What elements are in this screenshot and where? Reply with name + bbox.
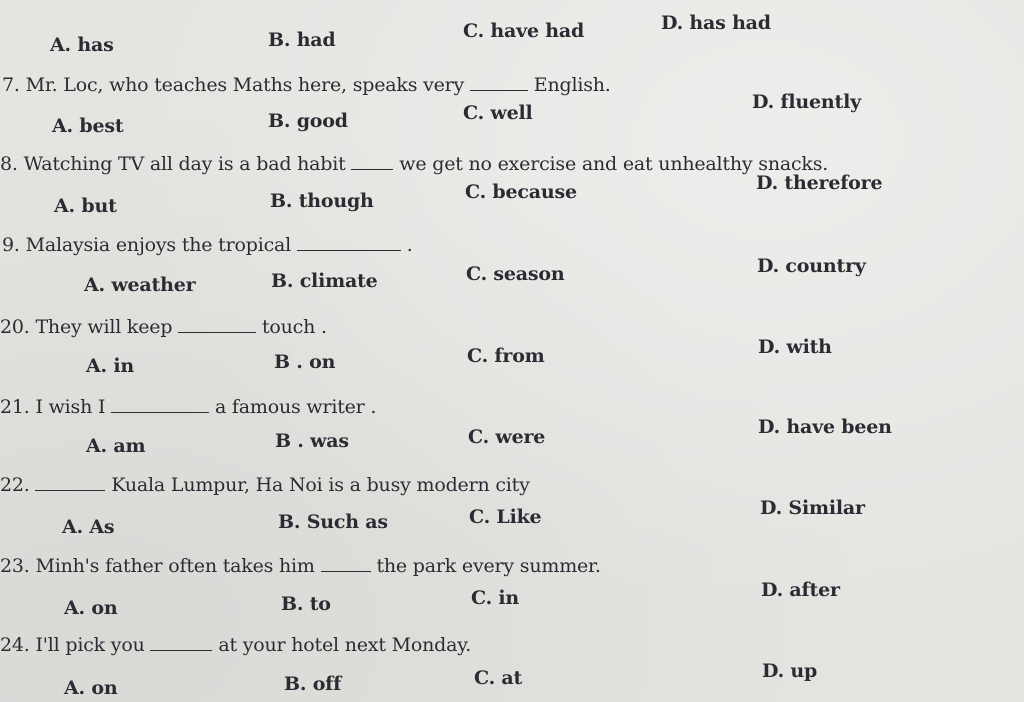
answer-blank: [321, 553, 371, 572]
option-b: B. had: [268, 29, 336, 51]
question-22-option-b: B. Such as: [278, 511, 388, 533]
option-a: A. has: [50, 34, 114, 56]
question-21-stem: 21. I wish I: [0, 396, 106, 418]
answer-blank: [150, 632, 212, 651]
question-23-option-d: D. after: [761, 579, 840, 601]
question-7-stem: 7. Mr. Loc, who teaches Maths here, speaks very: [2, 74, 465, 96]
question-9-option-d: D. country: [757, 255, 866, 277]
option-c: C. have had: [463, 20, 585, 42]
question-8-option-d: D. therefore: [756, 172, 883, 194]
answer-blank: [297, 232, 401, 251]
question-24-option-d: D. up: [762, 660, 818, 682]
question-22-tail: Kuala Lumpur, Ha Noi is a busy modern city: [111, 474, 530, 496]
question-20-option-d: D. with: [758, 336, 832, 358]
question-24-option-c: C. at: [474, 667, 523, 689]
question-8-option-c: C. because: [465, 181, 577, 203]
question-22-stem: 22.: [0, 474, 30, 496]
question-8-tail: we get no exercise and eat unhealthy snacks.: [399, 153, 829, 175]
question-20-stem: 20. They will keep: [0, 316, 173, 338]
question-9-option-b: B. climate: [271, 270, 378, 292]
question-21-tail: a famous writer .: [214, 396, 377, 418]
answer-blank: [351, 151, 393, 170]
question-23-tail: the park every summer.: [376, 555, 601, 577]
question-23-option-a: A. on: [64, 597, 118, 619]
question-7-option-a: A. best: [52, 115, 124, 137]
question-8-option-b: B. though: [270, 190, 374, 212]
question-20: [0, 314, 327, 339]
question-24-stem: 24. I'll pick you: [0, 634, 145, 656]
question-20-option-c: C. from: [467, 345, 545, 367]
answer-blank: [111, 394, 209, 413]
answer-blank: [35, 472, 105, 491]
question-7-option-d: D. fluently: [752, 91, 861, 113]
question-7-tail: English.: [533, 74, 611, 96]
question-20-option-b: B . on: [274, 351, 336, 373]
question-22-option-a: A. As: [62, 516, 115, 538]
question-24: [0, 632, 471, 657]
question-24-option-a: A. on: [64, 677, 118, 699]
question-21-option-a: A. am: [86, 435, 146, 457]
question-20-tail: touch .: [261, 316, 327, 338]
question-21: [0, 394, 376, 419]
question-9-option-a: A. weather: [84, 274, 196, 296]
answer-blank: [470, 72, 528, 91]
question-7-option-c: C. well: [463, 102, 533, 124]
question-24-tail: at your hotel next Monday.: [218, 634, 472, 656]
question-22-option-c: C. Like: [469, 506, 542, 528]
question-21-option-d: D. have been: [758, 416, 892, 438]
question-21-option-b: B . was: [275, 430, 349, 452]
answer-blank: [178, 314, 256, 333]
question-8: [0, 151, 828, 176]
question-20-option-a: A. in: [86, 355, 135, 377]
question-23-option-c: C. in: [471, 587, 520, 609]
question-9-stem: 9. Malaysia enjoys the tropical: [2, 234, 292, 256]
question-8-stem: 8. Watching TV all day is a bad habit: [0, 153, 346, 175]
question-8-option-a: A. but: [54, 195, 117, 217]
question-9: [2, 232, 413, 257]
question-22: [0, 472, 530, 497]
question-7-option-b: B. good: [268, 110, 348, 132]
question-7: [2, 72, 611, 97]
option-d: D. has had: [661, 12, 771, 34]
question-23-option-b: B. to: [281, 593, 331, 615]
question-9-option-c: C. season: [466, 263, 565, 285]
question-21-option-c: C. were: [468, 426, 546, 448]
question-22-option-d: D. Similar: [760, 497, 865, 519]
question-23-stem: 23. Minh's father often takes him: [0, 555, 315, 577]
question-9-tail: .: [406, 234, 413, 256]
question-24-option-b: B. off: [284, 673, 342, 695]
question-23: [0, 553, 601, 578]
